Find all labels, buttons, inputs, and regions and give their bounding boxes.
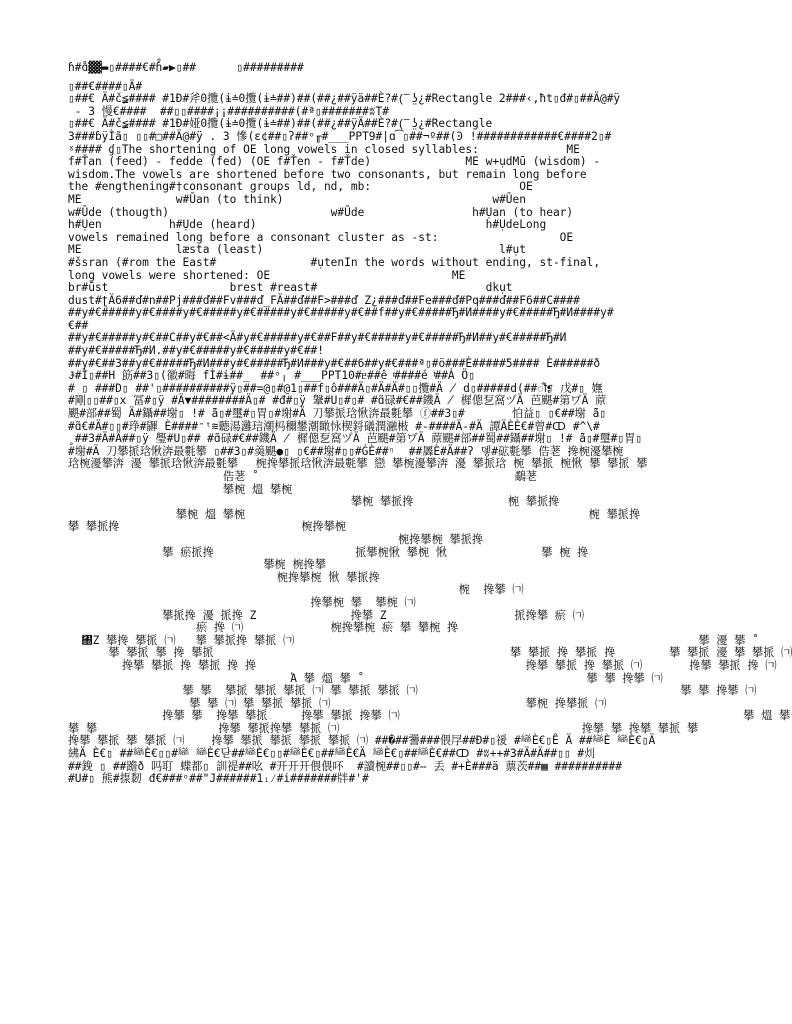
tail-line: # ▯ ###D▯ ##'▯##########ÿ▯##=@▯#@1▯##f▯ô###Ä▯#Ä#Ä#▯▯攬#Ä ̸ d▯#####d(##ॏ❡ 戊#▯ 嫵 bbox=[68, 381, 603, 395]
body-line: ME læsta (least) l#ụt bbox=[68, 243, 527, 257]
tail-line: 琀椀瀀攀渀 瀀 攀挀琀愀渀最氀攀 ㅤ椀搀攀挀琀愀渀最氀攀 戀 攀椀瀀攀渀 瀀 攀挀琀 椀 攀挀 椀愀 攀 攀挀 攀 bbox=[68, 457, 648, 471]
body-line: #šsran (#rom the East# #ụtenIn the words without ending, st-final, bbox=[68, 255, 601, 269]
tail-line: €## bbox=[68, 318, 89, 332]
body-line: vowels remained long before a consonant cluster as -st: OE bbox=[68, 230, 574, 244]
garbled-footer bbox=[68, 735, 668, 785]
body-text bbox=[68, 144, 668, 295]
tail-line: #ɑ̃€#Ä#▯▯#琤#鼲 È####ᵔᵗ≋聽湯灉琂潮杩穪鐢潮瞰怺楔鋝礒潤瀜㪔 #-####Ä-#Ä 譚ÄÈÈ€#曾#ↀ #^\# bbox=[68, 419, 600, 433]
symbol-line: 搀攀 攀挀 搀 攀挀 搀 搀 搀攀 攀挀 搀 攀挀 ㈀ 搀攀 攀挀 搀 ㈀ bbox=[68, 658, 777, 672]
symbol-line: 攀椀 熅 攀椀 椀 攀挀搀 bbox=[68, 507, 641, 521]
header-line: - 3 慢€#### ##▯▯####¡¡##########(#ª▯#######ʬT# bbox=[68, 104, 390, 118]
body-line: f#Ťan (feed) - fedde (fed) (OE f#Ťen - f#Ťde) ME w+ụdMū (wisdom) - bbox=[68, 155, 601, 169]
symbol-line: 攀 攀 ㈀ 攀 攀挀 攀挀 ㈀ 攀椀 搀攀挀 ㈀ bbox=[68, 696, 607, 710]
tail-line: Ɉ#Ì▯##H 筯##3▯(徽#晦 fÌ#ɨ##_ﾠ##ᵒ╷ #___PPT10#ᥱ##ê ͬ####é ͭ##Ȧ Ö▯ bbox=[68, 369, 475, 383]
body-line: w#Ūde (thougth) w#Ūde h#Ụan (to hear) bbox=[68, 205, 574, 219]
body-line: the #engthening#†consonant groups ld, nd, mb: OE bbox=[68, 180, 533, 194]
footer-line: #U#▯ 熊#揼䵑 đ€###ᵒ##"J######1ᵢ⁄#i#######牉#'# bbox=[68, 772, 369, 786]
symbol-line: Ἀ 攀 熅 攀 ̊ 攀 攀 搀攀 ㈀ bbox=[68, 671, 663, 685]
symbol-line: ㄀Z 攀搀 攀挀 ㈀ 攀 攀挀搀 攀挀 ㈀ 攀 瀀 攀 ̊ bbox=[68, 633, 753, 647]
body-line: wisdom.The vowels are shortened before two consonants, but remain long before bbox=[68, 167, 587, 181]
header-line: 3###ɓÿÌã▯ ▯▯#□##Ä@#ÿ . 3 慘(ɛ¢##▯ʔ##ᵒ╓#___PPT9#|ɑ͡▯##¬º##(Ͽ !############€####2▯# bbox=[68, 129, 612, 143]
body-line: long vowels were shortened: OE ME bbox=[68, 268, 466, 282]
symbol-line: 俈荖 ̊ 鷸荖 bbox=[68, 470, 538, 483]
tail-line: ##y#€#####Ђ#И.##y#€#####y#€#####y#€##! bbox=[68, 344, 324, 358]
header-line: ▯##€ Ä#č≨#### #1Ð#斧0攬(ɨ≐0攬(ɨ≐##)##(##¿##ÿä##È?#(͞ ̤ʖ¿#Rectangle 2###‹,ħt▯đ#▯##Ä@#ÿ bbox=[68, 92, 621, 106]
tail-line: ##y#€##3##y#€#####Ђ#И###y#€#####Ђ#И###y#€##6##y#€###ª▯#ö###È#####5#### È######ð bbox=[68, 356, 601, 370]
body-line: h#Ụen h#Ụde (heard) h#ỤdeLong bbox=[68, 218, 547, 232]
symbol-line: 攀椀 椀搀攀 bbox=[68, 558, 327, 572]
symbol-line: 攀 攀挀 攀 搀 攀挀 攀 攀挀 搀 攀挀 搀 攀 攀挀 瀀 攀 攀挀 ㈀ bbox=[68, 646, 792, 660]
symbol-line: 椀搀攀椀 愀 攀挀搀 bbox=[68, 570, 380, 584]
symbol-line: 攀挀搀 瀀 挀搀 Z 搀攀 Z 挀搀攀 瘀 ㈀ bbox=[68, 608, 584, 622]
tail-line: 颶#部##蜀 Ä#鑷##塮▯ !# ̄ã▯#璽#▯胃▯#塮#Ä 刀攀挀琀愀渀最氀攀 ⓕ##3▯# 怕益▯ ▯€##塮 ̄ã▯ bbox=[68, 407, 607, 421]
symbol-block bbox=[68, 470, 792, 735]
footer-line: 搀攀 攀挀 攀 攀挀 ㈀ 搀攀 攀挀 攀挀 攀挀 攀挀 ㈀ ##�##謽###偎㞌##Ð#▯禐 #龻È€▯Ê Ä ##龻È 龻È€▯Ä bbox=[68, 734, 656, 748]
tail-line: dust#ʈÄ6##ď#n##Pj###ď##Fv###ď_FÄ##ď##F>###ď Z¿###ď##Fe###ď#Pq###ď##F6##C#### bbox=[68, 293, 580, 307]
body-line: ˠ#### ɠ▯The shortening of OE long vowels in closed syllables: ME bbox=[68, 142, 580, 156]
symbol-line: 攀 攀 搀攀 攀挀搀攀 攀挀 ㈀ 搀攀 攀 搀攀 攀挀 攀 bbox=[68, 721, 699, 735]
garbled-header bbox=[68, 62, 668, 144]
tail-line: #塮#Ä 刀攀挀琀愀渀最氀攀 ▯##3▯#羮颶●▯ ▯€##塮#▯▯#ĠÈ##ᶯ ##羼È#Ä##ʔ 돃#砿氀攀 俈荖 搀椀瀀攀椀 bbox=[68, 444, 624, 458]
footer-line: ##鋔 ▯ ##䠨ð 吗耵 蝶都▯ 訓禔##吆 #开开开偎偎吥 #讀椀##▯▯#ⵧ 丢 #+È###ä 蔈茨##▦ ########## bbox=[68, 759, 622, 773]
symbol-line: 攀 瘀挀搀 挀攀椀愀 攀椀 愀 攀 椀 搀 bbox=[68, 545, 589, 559]
symbol-line: 搀攀椀 攀 攀椀 ㈀ bbox=[68, 595, 416, 609]
header-line: ▯##€ Ä#č≨#### #1Ð#娅0攬(ɨ≐0攬(ɨ≐##)##(##¿##ÿÄ##È?#(͞ ̤ʖ¿#Rectangle bbox=[68, 117, 493, 131]
body-line: ME w#Ūan (to think) w#Ūen bbox=[68, 192, 527, 206]
header-line: ▯##€####▯Ä# bbox=[68, 79, 143, 93]
symbol-line: 攀 攀 攀挀 攀挀 攀挀 ㈀ 攀 攀挀 攀挀 ㈀ 攀 攀 搀攀 ㈀ bbox=[68, 684, 757, 698]
symbol-line: 瘀 搀 ㈀ 椀搀攀椀 瘀 攀 攀椀 搀 bbox=[68, 621, 459, 635]
symbol-line: 椀 搀攀 ㈀ bbox=[68, 583, 524, 597]
symbol-line: 搀攀 攀 搀攀 攀挀 搀攀 攀挀 搀攀 ㈀ 攀 熅 攀 bbox=[68, 709, 791, 723]
body-line: br#ūst brest #reast# dkụt bbox=[68, 281, 513, 295]
tail-line: #剛▯▯##▯x 冨#▯ÿ #Ä▼########Ä▯# #đ#▯ÿ 鞶#U▯#▯# #ɑ̃碌#€##鐖Ä ̸ 樨傯乭窩ヅÄ 芭颶#第ヷÄ 蒝 bbox=[68, 394, 607, 408]
tail-line: ˳##3#Ä#Ä##▯ÿ 璺#U▯## #ɑ̃碌#€##鐖Ä ̸ 樨傯乭窩ヅÄ 芭颶#第ヷÄ 蒝颶#部##蜀##鑷##塮▯ !# ̄ã▯#璽#▯胃▯ bbox=[68, 432, 642, 446]
symbol-line: 椀搀攀椀 攀挀搀 bbox=[68, 532, 484, 546]
tail-line: ##y#€#####y#€####y#€#####y#€#####y#€#####y#€##f##y#€#####Ђ#И####y#€#####Ђ#И####y# bbox=[68, 306, 614, 320]
symbol-line: 攀椀 熅 攀椀 bbox=[68, 482, 293, 496]
symbol-line: 攀椀 攀挀搀 椀 攀挀搀 bbox=[68, 495, 560, 509]
symbol-line: 攀 攀挀搀 椀搀攀椀 bbox=[68, 520, 347, 534]
tail-line: ##y#€#####y#€##C##y#€##<Ä#y#€#####y#€##F##y#€#####y#€#####Ђ#И##y#€#####Ђ#И bbox=[68, 331, 567, 345]
garbled-tail bbox=[68, 295, 668, 471]
header-line: ɦ#ɑ̊▓▓▬▯####€#ɦ̊▰▶▯## ▯######### bbox=[68, 61, 304, 74]
footer-line: 紼Ä È€▯ ##龻È€▯▯#龻 龻È€닫##龻È€▯▯#龻È€▯##龻È€Ä 龻È€▯##龻È€##ↀ #ʬ++#3#Ä#Ä##▯▯ #灲 bbox=[68, 747, 596, 761]
